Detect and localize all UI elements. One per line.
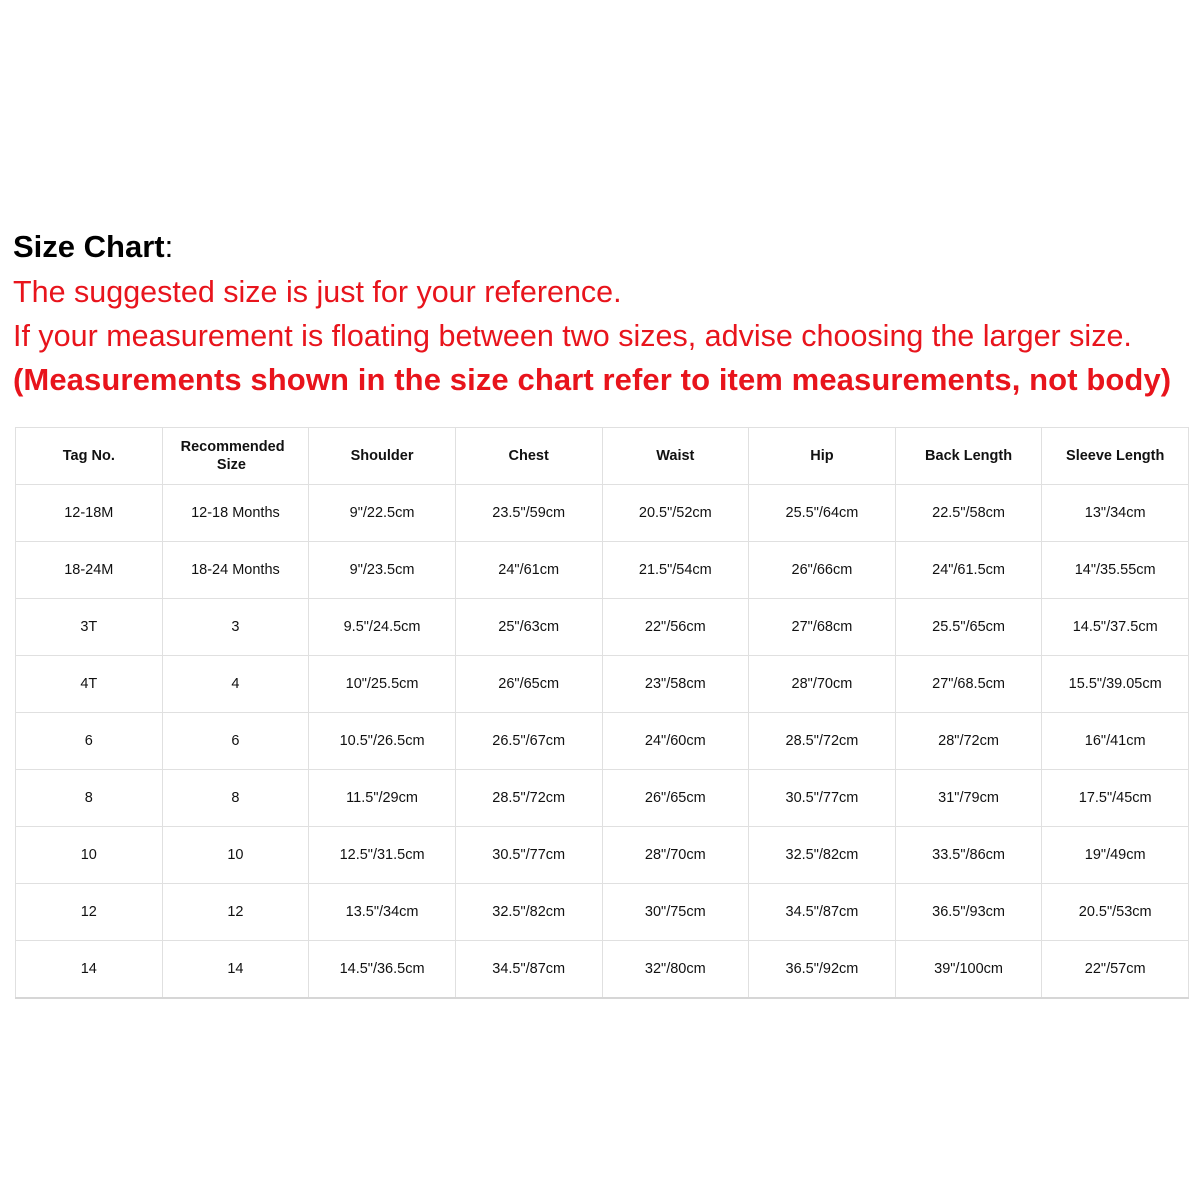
table-cell-recommended-size: 12 bbox=[162, 884, 309, 941]
table-cell-recommended-size: 10 bbox=[162, 827, 309, 884]
table-cell-chest: 24"/61cm bbox=[455, 542, 602, 599]
table-row bbox=[16, 941, 1189, 999]
table-cell-back-length: 24"/61.5cm bbox=[895, 542, 1042, 599]
table-cell-shoulder: 11.5"/29cm bbox=[309, 770, 456, 827]
table-cell-waist: 28"/70cm bbox=[602, 827, 749, 884]
table-cell-chest: 26"/65cm bbox=[455, 656, 602, 713]
table-cell-chest: 25"/63cm bbox=[455, 599, 602, 656]
table-cell-sleeve-length: 17.5"/45cm bbox=[1042, 770, 1189, 827]
title-colon: : bbox=[164, 229, 174, 264]
table-row bbox=[16, 770, 1189, 827]
table-cell-sleeve-length: 14.5"/37.5cm bbox=[1042, 599, 1189, 656]
table-row bbox=[16, 599, 1189, 656]
table-cell-shoulder: 9"/23.5cm bbox=[309, 542, 456, 599]
table-cell-chest: 26.5"/67cm bbox=[455, 713, 602, 770]
table-cell-tag-no: 3T bbox=[16, 599, 163, 656]
table-cell-hip: 34.5"/87cm bbox=[749, 884, 896, 941]
table-cell-waist: 21.5"/54cm bbox=[602, 542, 749, 599]
table-cell-waist: 24"/60cm bbox=[602, 713, 749, 770]
table-cell-tag-no: 12-18M bbox=[16, 485, 163, 542]
table-header bbox=[16, 428, 1189, 485]
header-row bbox=[16, 428, 1189, 485]
table-cell-recommended-size: 14 bbox=[162, 941, 309, 999]
measurement-disclaimer: (Measurements shown in the size chart refer to item measurements, not body) bbox=[13, 362, 1172, 397]
table-cell-back-length: 27"/68.5cm bbox=[895, 656, 1042, 713]
table-cell-hip: 26"/66cm bbox=[749, 542, 896, 599]
size-table bbox=[15, 427, 1189, 999]
column-header-chest: Chest bbox=[455, 428, 602, 485]
table-cell-shoulder: 12.5"/31.5cm bbox=[309, 827, 456, 884]
table-cell-waist: 20.5"/52cm bbox=[602, 485, 749, 542]
table-cell-back-length: 31"/79cm bbox=[895, 770, 1042, 827]
table-cell-tag-no: 14 bbox=[16, 941, 163, 999]
column-header-sleeve-length: Sleeve Length bbox=[1042, 428, 1189, 485]
table-cell-hip: 30.5"/77cm bbox=[749, 770, 896, 827]
table-cell-sleeve-length: 13"/34cm bbox=[1042, 485, 1189, 542]
table-cell-chest: 30.5"/77cm bbox=[455, 827, 602, 884]
column-header-shoulder: Shoulder bbox=[309, 428, 456, 485]
table-cell-sleeve-length: 15.5"/39.05cm bbox=[1042, 656, 1189, 713]
table-body bbox=[16, 485, 1189, 999]
table-cell-waist: 23"/58cm bbox=[602, 656, 749, 713]
table-cell-tag-no: 4T bbox=[16, 656, 163, 713]
table-cell-recommended-size: 18-24 Months bbox=[162, 542, 309, 599]
size-chart-heading bbox=[13, 226, 1200, 402]
column-header-hip: Hip bbox=[749, 428, 896, 485]
table-cell-chest: 32.5"/82cm bbox=[455, 884, 602, 941]
table-cell-hip: 25.5"/64cm bbox=[749, 485, 896, 542]
table-cell-shoulder: 10.5"/26.5cm bbox=[309, 713, 456, 770]
table-cell-waist: 32"/80cm bbox=[602, 941, 749, 999]
table-cell-back-length: 28"/72cm bbox=[895, 713, 1042, 770]
table-cell-waist: 22"/56cm bbox=[602, 599, 749, 656]
size-chart-title bbox=[13, 226, 1200, 270]
table-cell-recommended-size: 3 bbox=[162, 599, 309, 656]
table-row bbox=[16, 656, 1189, 713]
table-row bbox=[16, 827, 1189, 884]
table-cell-hip: 28"/70cm bbox=[749, 656, 896, 713]
table-cell-chest: 23.5"/59cm bbox=[455, 485, 602, 542]
table-cell-recommended-size: 4 bbox=[162, 656, 309, 713]
table-cell-recommended-size: 6 bbox=[162, 713, 309, 770]
table-cell-back-length: 22.5"/58cm bbox=[895, 485, 1042, 542]
table-cell-hip: 27"/68cm bbox=[749, 599, 896, 656]
sizing-advice: If your measurement is floating between two sizes, advise choosing the larger size. bbox=[13, 319, 1132, 353]
table-cell-sleeve-length: 19"/49cm bbox=[1042, 827, 1189, 884]
table-cell-sleeve-length: 16"/41cm bbox=[1042, 713, 1189, 770]
table-cell-shoulder: 10"/25.5cm bbox=[309, 656, 456, 713]
table-cell-hip: 28.5"/72cm bbox=[749, 713, 896, 770]
table-cell-shoulder: 9.5"/24.5cm bbox=[309, 599, 456, 656]
table-cell-sleeve-length: 14"/35.55cm bbox=[1042, 542, 1189, 599]
table-cell-shoulder: 14.5"/36.5cm bbox=[309, 941, 456, 999]
column-header-back-length: Back Length bbox=[895, 428, 1042, 485]
table-row bbox=[16, 542, 1189, 599]
table-cell-tag-no: 6 bbox=[16, 713, 163, 770]
table-row bbox=[16, 713, 1189, 770]
table-cell-back-length: 33.5"/86cm bbox=[895, 827, 1042, 884]
column-header-recommended-size: Recommended Size bbox=[162, 428, 309, 485]
table-cell-recommended-size: 12-18 Months bbox=[162, 485, 309, 542]
table-cell-tag-no: 12 bbox=[16, 884, 163, 941]
table-cell-waist: 30"/75cm bbox=[602, 884, 749, 941]
table-cell-sleeve-length: 20.5"/53cm bbox=[1042, 884, 1189, 941]
table-cell-shoulder: 9"/22.5cm bbox=[309, 485, 456, 542]
table-cell-back-length: 36.5"/93cm bbox=[895, 884, 1042, 941]
table-cell-chest: 28.5"/72cm bbox=[455, 770, 602, 827]
column-header-tag-no: Tag No. bbox=[16, 428, 163, 485]
table-cell-hip: 32.5"/82cm bbox=[749, 827, 896, 884]
table-row bbox=[16, 485, 1189, 542]
table-cell-recommended-size: 8 bbox=[162, 770, 309, 827]
table-cell-chest: 34.5"/87cm bbox=[455, 941, 602, 999]
table-cell-waist: 26"/65cm bbox=[602, 770, 749, 827]
table-cell-tag-no: 8 bbox=[16, 770, 163, 827]
reference-note: The suggested size is just for your reference. bbox=[13, 275, 622, 309]
column-header-waist: Waist bbox=[602, 428, 749, 485]
table-cell-tag-no: 18-24M bbox=[16, 542, 163, 599]
table-row bbox=[16, 884, 1189, 941]
table-cell-shoulder: 13.5"/34cm bbox=[309, 884, 456, 941]
table-cell-hip: 36.5"/92cm bbox=[749, 941, 896, 999]
title-text: Size Chart bbox=[13, 229, 165, 264]
table-cell-sleeve-length: 22"/57cm bbox=[1042, 941, 1189, 999]
table-cell-tag-no: 10 bbox=[16, 827, 163, 884]
table-cell-back-length: 39"/100cm bbox=[895, 941, 1042, 999]
table-cell-back-length: 25.5"/65cm bbox=[895, 599, 1042, 656]
